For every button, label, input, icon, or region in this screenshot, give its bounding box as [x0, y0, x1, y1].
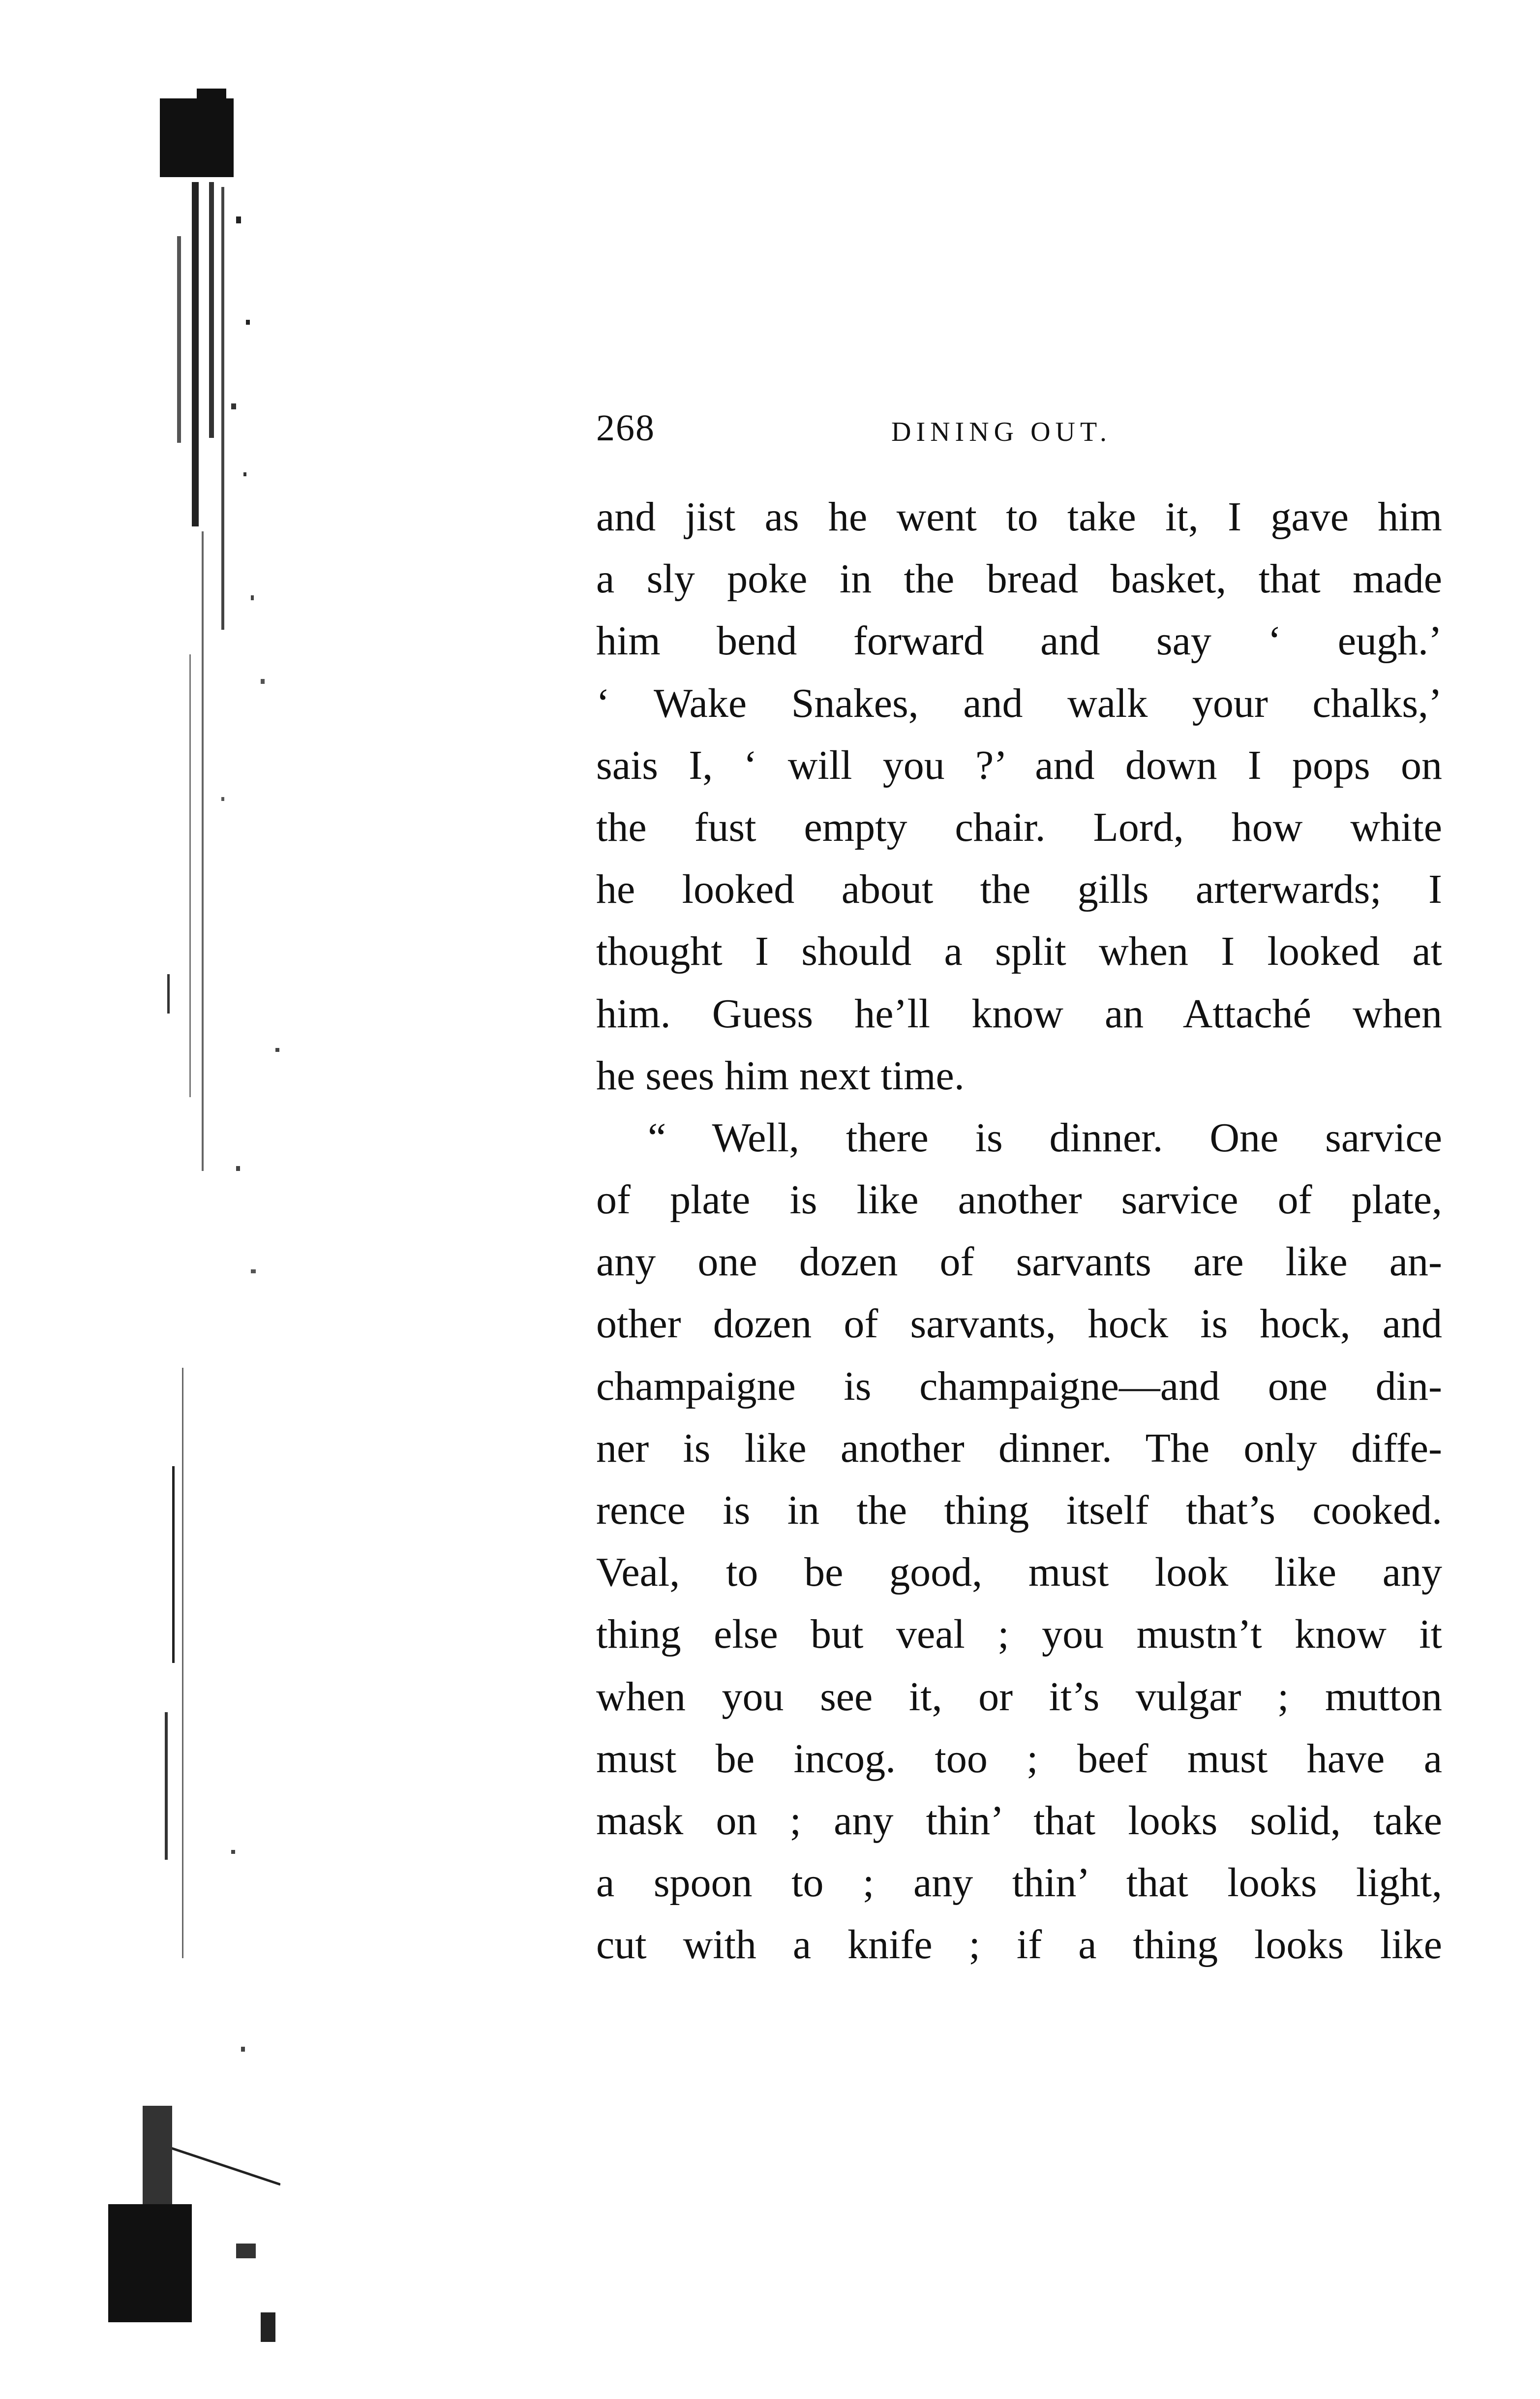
text-line: ner is like another dinner. The only diffe- [596, 1425, 1442, 1471]
text-line: any one dozen of sarvants are like an- [596, 1239, 1442, 1285]
text-line: cut with a knife ; if a thing looks like [596, 1922, 1442, 1968]
text-line: champaigne is champaigne—and one din- [596, 1363, 1442, 1409]
text-line: “ Well, there is dinner. One sarvice [648, 1114, 1442, 1161]
text-line: the fust empty chair. Lord, how white [596, 804, 1442, 850]
text-line: a spoon to ; any thin’ that looks light, [596, 1860, 1442, 1906]
text-line: Veal, to be good, must look like any [596, 1549, 1442, 1596]
page-content [596, 403, 1442, 1976]
text-line: thought I should a split when I looked at [596, 928, 1442, 975]
text-line: him bend forward and say ‘ eugh.’ [596, 618, 1442, 664]
text-line: rence is in the thing itself that’s cooked. [596, 1487, 1442, 1533]
text-line: a sly poke in the bread basket, that made [596, 556, 1442, 602]
binding-scan-artifacts [74, 89, 280, 2352]
text-line: of plate is like another sarvice of plate, [596, 1177, 1442, 1223]
text-line: thing else but veal ; you mustn’t know it [596, 1611, 1442, 1658]
text-line: ‘ Wake Snakes, and walk your chalks,’ [596, 680, 1442, 726]
running-title: DINING OUT. [891, 417, 1112, 447]
page-number: 268 [596, 407, 655, 449]
text-line: other dozen of sarvants, hock is hock, and [596, 1301, 1442, 1347]
text-line: him. Guess he’ll know an Attaché when [596, 990, 1442, 1037]
text-line: mask on ; any thin’ that looks solid, take [596, 1797, 1442, 1844]
text-line: must be incog. too ; beef must have a [596, 1735, 1442, 1782]
text-line: he looked about the gills arterwards; I [596, 866, 1442, 913]
text-line: and jist as he went to take it, I gave him [596, 494, 1442, 540]
text-line: sais I, ‘ will you ?’ and down I pops on [596, 742, 1442, 788]
body-text [596, 486, 1442, 1976]
text-line: he sees him next time. [596, 1052, 965, 1099]
text-line: when you see it, or it’s vulgar ; mutton [596, 1673, 1442, 1720]
running-head [596, 403, 1442, 458]
